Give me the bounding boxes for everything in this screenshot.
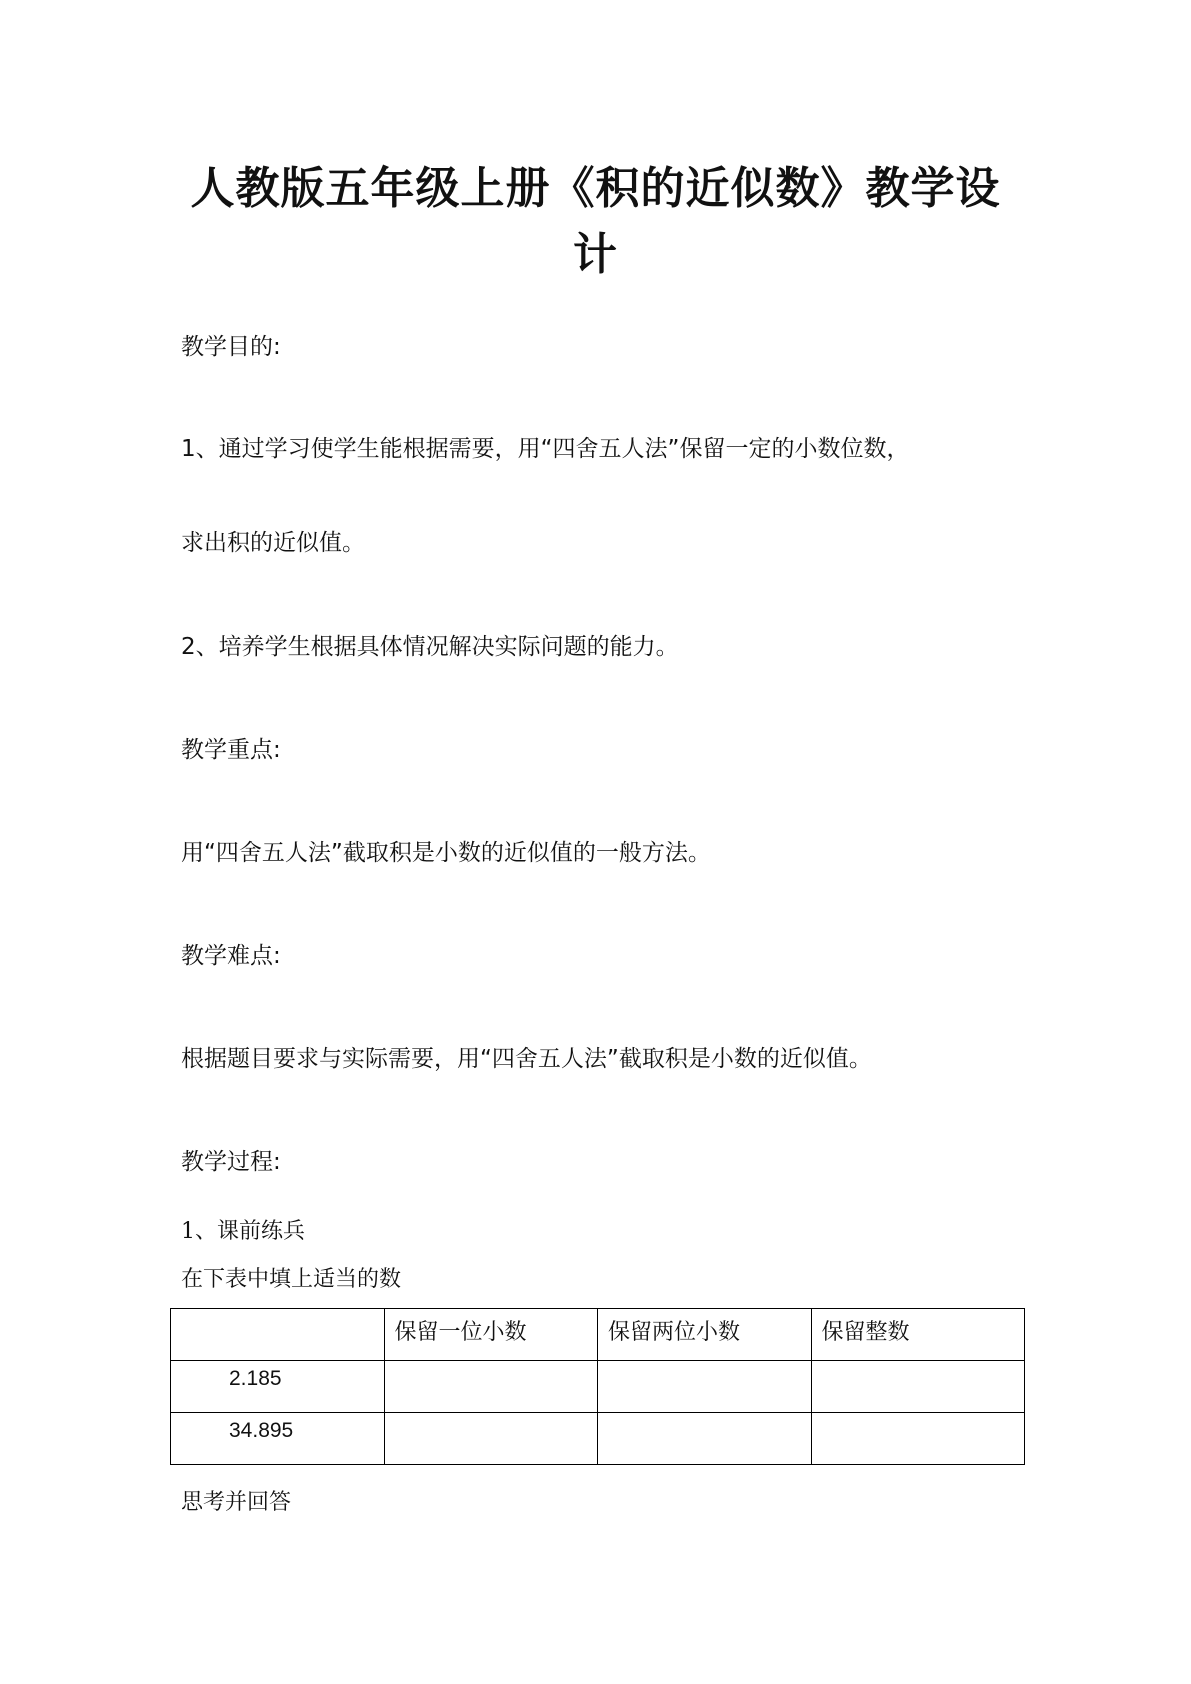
table-header-cell: 保留两位小数 [598,1309,812,1361]
heading-teaching-process: 教学过程: [181,1149,281,1175]
table-cell-blank [811,1361,1025,1413]
document-title [170,156,1021,288]
objective-2: 2、培养学生根据具体情况解决实际问题的能力。 [181,634,679,660]
title-line-2: 计 [573,229,618,280]
table-header-cell: 保留整数 [811,1309,1025,1361]
objective-1-line-2: 求出积的近似值。 [181,530,365,556]
table-cell-blank [384,1361,598,1413]
heading-teaching-difficulties: 教学难点: [181,943,281,969]
table-row [171,1413,1025,1465]
table-header-row [171,1309,1025,1361]
table-header-cell: 保留一位小数 [384,1309,598,1361]
table-cell-blank [598,1413,812,1465]
section-1-instruction: 在下表中填上适当的数 [181,1267,402,1292]
table-cell-number: 2.185 [171,1361,385,1413]
key-point-text: 用“四舍五人法”截取积是小数的近似值的一般方法。 [181,840,711,866]
table-cell-blank [811,1413,1025,1465]
think-and-answer: 思考并回答 [181,1490,292,1515]
rounding-practice-table [170,1308,1025,1465]
table-cell-blank [598,1361,812,1413]
table-cell-blank [384,1413,598,1465]
section-1-heading: 1、课前练兵 [181,1219,305,1244]
objective-1-line-1: 1、通过学习使学生能根据需要，用“四舍五人法”保留一定的小数位数， [181,436,910,462]
difficulty-text: 根据题目要求与实际需要，用“四舍五人法”截取积是小数的近似值。 [181,1046,872,1072]
table-row [171,1361,1025,1413]
heading-teaching-objectives: 教学目的: [181,334,281,360]
heading-teaching-key-points: 教学重点: [181,737,281,763]
title-line-1: 人教版五年级上册《积的近似数》教学设 [190,163,1001,214]
table-cell-number: 34.895 [171,1413,385,1465]
table-header-cell [171,1309,385,1361]
